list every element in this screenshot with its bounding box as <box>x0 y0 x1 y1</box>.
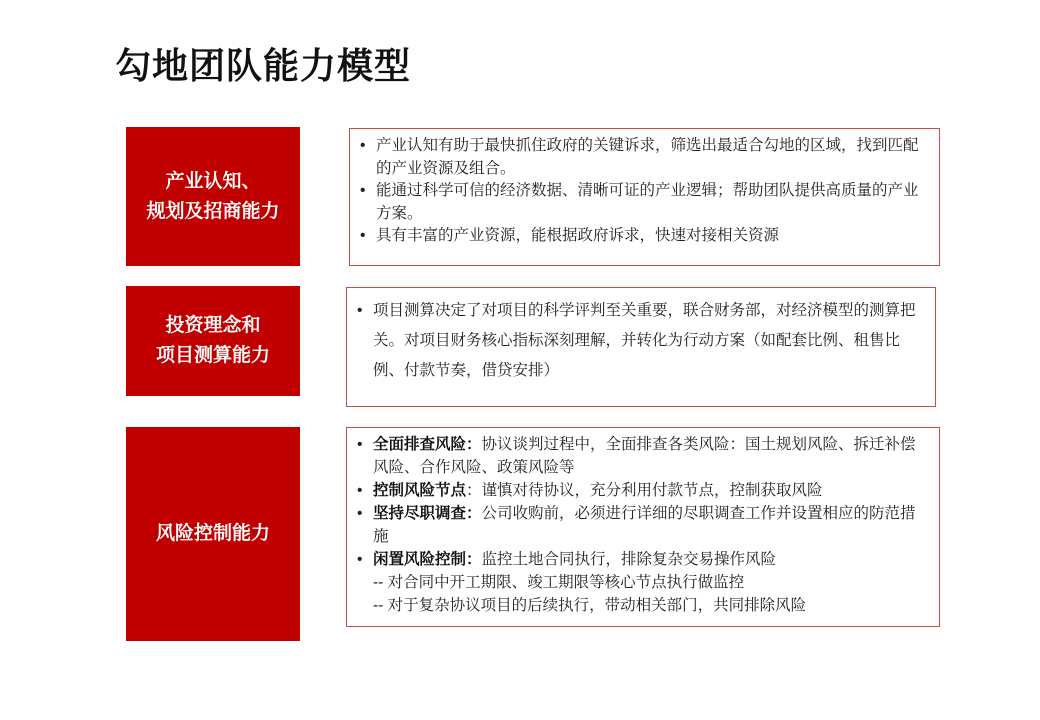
bullet-dot: • <box>360 182 366 199</box>
bullet-item <box>351 502 923 548</box>
bullet-item <box>354 180 927 225</box>
bullet-item <box>354 135 927 180</box>
bullet-dot: • <box>357 482 363 499</box>
section-content-investment <box>346 287 936 407</box>
section-label-risk <box>126 427 300 641</box>
section-label-investment <box>126 286 300 396</box>
bullet-dot: • <box>357 505 363 522</box>
bullet-dot: • <box>357 436 363 453</box>
label-line: 风险控制能力 <box>155 523 270 544</box>
label-line: 投资理念和 <box>165 315 261 336</box>
bullet-text: 公司收购前，必须进行详细的尽职调查工作并设置相应的防范措施 <box>373 505 916 545</box>
bullet-heading: 闲置风险控制： <box>373 551 482 568</box>
sub-item: -- 对于复杂协议项目的后续执行，带动相关部门，共同排除风险 <box>373 597 807 614</box>
bullet-text: 监控土地合同执行，排除复杂交易操作风险 <box>481 551 777 568</box>
bullet-dot: • <box>357 302 363 319</box>
bullet-heading: 全面排查风险： <box>373 436 482 453</box>
bullet-text: 项目测算决定了对项目的科学评判至关重要，联合财务部，对经济模型的测算把关。对项目财务核心指标深刻理解，并转化为行动方案（如配套比例、租售比例、付款节奏，借贷安排） <box>373 302 916 379</box>
bullet-item <box>351 479 923 502</box>
bullet-text: 具有丰富的产业资源，能根据政府诉求，快速对接相关资源 <box>376 227 780 244</box>
bullet-heading: 坚持尽职调查： <box>373 505 482 522</box>
section-content-industry <box>349 128 940 266</box>
label-line: 项目测算能力 <box>155 345 270 366</box>
label-line: 规划及招商能力 <box>146 200 280 222</box>
bullet-dot: • <box>360 137 366 154</box>
bullet-item <box>354 225 927 248</box>
section-label-industry <box>126 127 300 266</box>
page-title: 勾地团队能力模型 <box>115 45 412 86</box>
bullet-dot: • <box>357 551 363 568</box>
section-content-risk <box>346 427 940 627</box>
bullet-text: 能通过科学可信的经济数据、清晰可证的产业逻辑；帮助团队提供高质量的产业方案。 <box>376 182 919 222</box>
bullet-text: ：谨慎对待协议，充分利用付款节点，控制获取风险 <box>466 482 823 499</box>
bullet-text: 产业认知有助于最快抓住政府的关键诉求，筛选出最适合勾地的区域，找到匹配的产业资源及组合。 <box>376 137 919 177</box>
bullet-dot: • <box>360 227 366 244</box>
bullet-item <box>351 296 919 386</box>
bullet-heading: 控制风险节点 <box>373 482 467 499</box>
sub-item: -- 对合同中开工期限、竣工期限等核心节点执行做监控 <box>373 574 745 591</box>
bullet-item <box>351 433 923 479</box>
label-line: 产业认知、 <box>165 170 261 192</box>
bullet-text: 协议谈判过程中，全面排查各类风险：国土规划风险、拆迁补偿风险、合作风险、政策风险等 <box>373 436 916 476</box>
bullet-item <box>351 548 923 571</box>
